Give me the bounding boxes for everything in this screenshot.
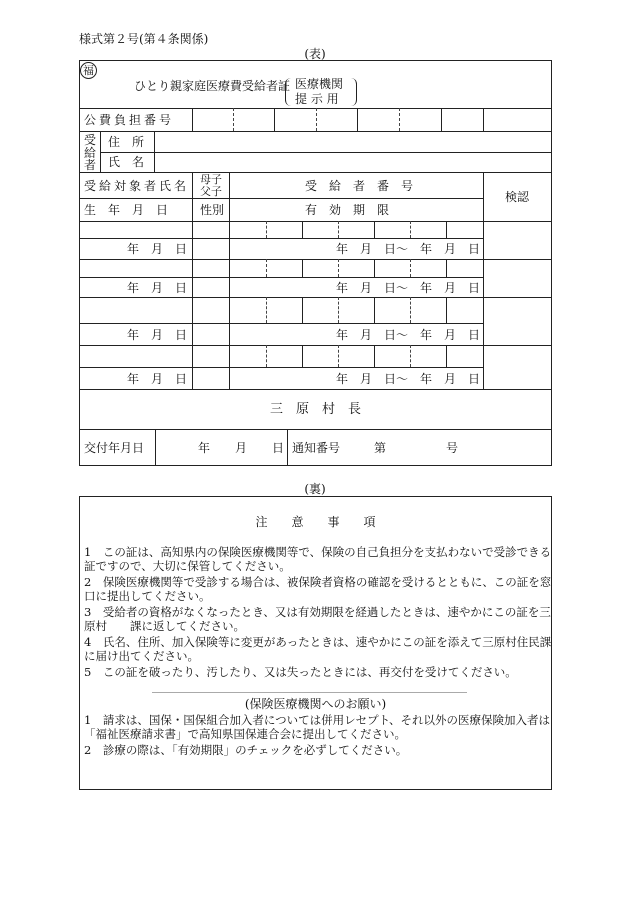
birth-date-row-4: 年 月 日 (127, 372, 188, 386)
divider (152, 692, 467, 693)
recipient-label: 受給者 (84, 133, 97, 172)
mother-child-label: 母子 (200, 173, 222, 186)
medical-note-1: 1 請求は、国保・国保組合加入者については併用レセプト、それ以外の医療保険加入者は「福祉医療請求書」で高知県国保連合会に提出してください。 (84, 713, 551, 741)
father-child-label: 父子 (200, 185, 222, 198)
form-number: 様式第２号(第４条関係) (79, 32, 209, 46)
note-4: 4 氏名、住所、加入保険等に変更があったときは、速やかにこの証を添えて三原村住民課に届け出てください。 (84, 635, 552, 663)
birth-date-row-3: 年 月 日 (127, 328, 188, 342)
note-2: 2 保険医療機関等で受診する場合は、被保険者資格の確認を受けるとともに、この証を窓口に提出してください。 (84, 575, 552, 603)
notice-number-label: 通知番号 (292, 441, 341, 455)
public-burden-number-input[interactable] (274, 109, 357, 130)
present-use-label: 提 示 用 (295, 92, 339, 106)
note-5: 5 この証を破ったり、汚したり、又は失ったときには、再交付を受けてください。 (84, 665, 517, 679)
welfare-seal-icon: 福 (80, 62, 97, 79)
note-1: 1 この証は、高知県内の保険医療機関等で、保険の自己負担分を支払わないで受診できる証ですので、大切に保管してください。 (84, 545, 552, 573)
validity-row-2: 年 月 日～ 年 月 日 (336, 281, 481, 295)
beneficiary-name-label: 受給対象者氏名 (84, 179, 190, 193)
validity-row-4: 年 月 日～ 年 月 日 (336, 372, 481, 386)
notice-go: 号 (446, 441, 459, 455)
certificate-title: ひとり親家庭医療費受給者証 (134, 79, 291, 93)
medical-request-heading: (保険医療機関へのお願い) (244, 697, 387, 711)
recipient-number-label: 受 給 者 番 号 (305, 179, 414, 193)
issue-date-label: 交付年月日 (84, 441, 145, 455)
notes-heading: 注 意 事 項 (255, 515, 376, 529)
note-3: 3 受給者の資格がなくなったとき、又は有効期限を経過したときは、速やかにこの証を三原村 課に返してください。 (84, 605, 551, 633)
front-side-label: (表) (304, 47, 326, 61)
issue-year: 年 (198, 441, 211, 455)
name-label: 氏 名 (108, 155, 145, 169)
back-side-label: (裏) (304, 482, 326, 496)
issue-day: 日 (272, 441, 285, 455)
validity-row-3: 年 月 日～ 年 月 日 (336, 328, 481, 342)
public-burden-number-label: 公費負担番号 (84, 113, 175, 127)
medical-note-2: 2 診療の際は、「有効期限」のチェックを必ずしてください。 (84, 743, 408, 757)
birth-date-row-2: 年 月 日 (127, 281, 188, 295)
issue-month: 月 (235, 441, 248, 455)
validity-row-1: 年 月 日～ 年 月 日 (336, 242, 481, 256)
medical-institution-label: 医療機関 (295, 77, 344, 91)
inspection-label: 検認 (505, 190, 530, 204)
gender-label: 性別 (200, 203, 225, 217)
village-mayor: 三 原 村 長 (269, 402, 361, 417)
address-label: 住 所 (108, 135, 145, 149)
notice-dai: 第 (374, 441, 387, 455)
birth-date-row-1: 年 月 日 (127, 242, 188, 256)
validity-period-label: 有 効 期 限 (305, 203, 390, 217)
birth-date-label: 生 年 月 日 (84, 203, 169, 217)
